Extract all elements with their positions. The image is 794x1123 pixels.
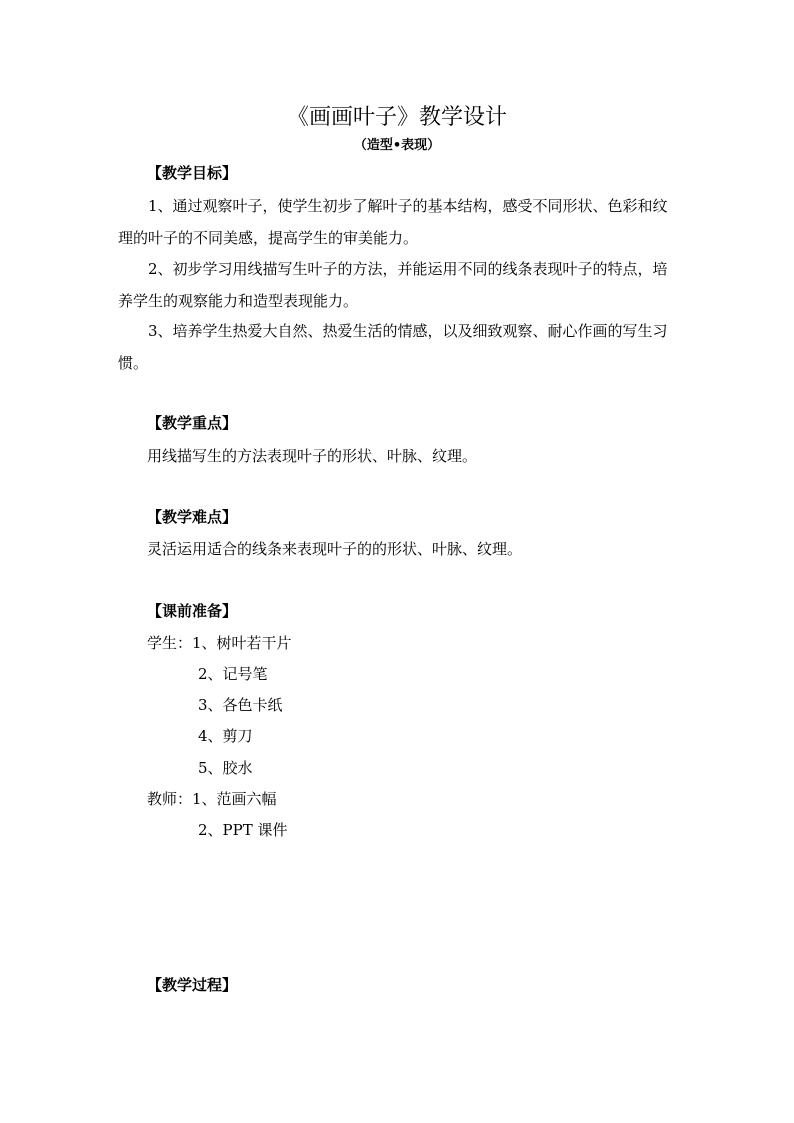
teacher-item: 2、PPT 课件 (198, 821, 288, 839)
objective-item-3: 3、培养学生热爱大自然、热爱生活的情感，以及细致观察、耐心作画的写生习惯。 (118, 322, 668, 372)
key-points-heading: 【教学重点】 (147, 414, 238, 432)
process-heading: 【教学过程】 (147, 976, 238, 994)
student-item: 5、胶水 (198, 759, 253, 777)
objective-item-2: 2、初步学习用线描写生叶子的方法，并能运用不同的线条表现叶子的特点，培养学生的观察能力和造型表现能力。 (118, 260, 668, 310)
key-points-text: 用线描写生的方法表现叶子的形状、叶脉、纹理。 (147, 447, 478, 465)
teacher-item: 1、范画六幅 (192, 790, 277, 808)
document-subtitle: （造型•表现） (353, 138, 441, 153)
objective-item-1: 1、通过观察叶子，使学生初步了解叶子的基本结构，感受不同形状、色彩和纹理的叶子的不同美感，提高学生的审美能力。 (118, 197, 668, 247)
student-item: 4、剪刀 (198, 727, 253, 745)
student-item: 2、记号笔 (198, 665, 268, 683)
difficulties-heading: 【教学难点】 (147, 508, 238, 526)
document-title: 《画画叶子》教学设计 (286, 105, 507, 130)
objectives-heading: 【教学目标】 (147, 164, 238, 182)
difficulties-text: 灵活运用适合的线条来表现叶子的的形状、叶脉、纹理。 (147, 540, 523, 558)
student-item: 1、树叶若干片 (192, 634, 292, 652)
student-item: 3、各色卡纸 (198, 696, 283, 714)
teacher-label: 教师： (147, 790, 193, 808)
student-label: 学生： (147, 634, 193, 652)
preparation-heading: 【课前准备】 (147, 602, 238, 620)
